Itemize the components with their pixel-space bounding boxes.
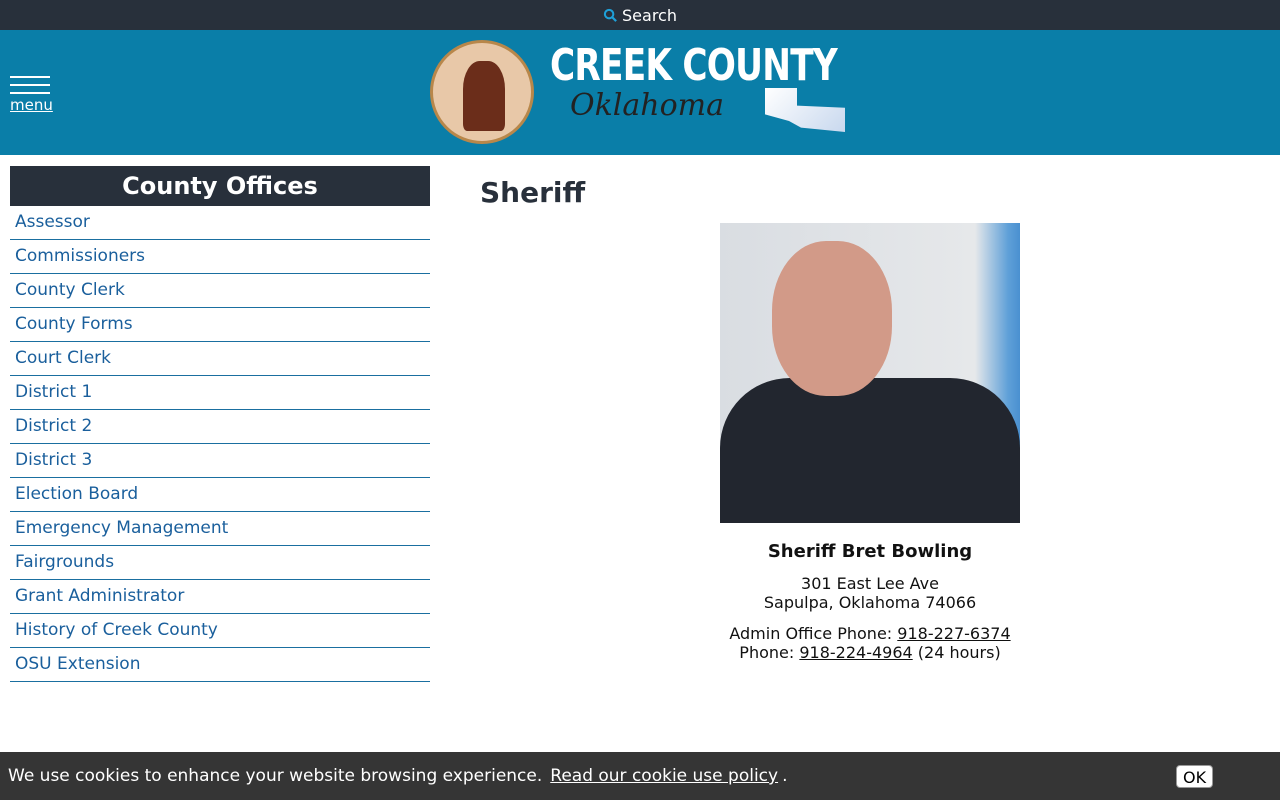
phone-label: Phone: [739, 643, 795, 662]
top-bar [0, 0, 1280, 30]
cookie-policy-link[interactable]: Read our cookie use policy [550, 766, 779, 786]
main-content [480, 166, 1260, 662]
sidebar-item[interactable]: Emergency Management [10, 512, 430, 546]
hamburger-icon [10, 76, 50, 78]
menu-button[interactable] [10, 76, 53, 114]
oklahoma-map-icon [765, 88, 845, 132]
sidebar-item[interactable]: County Clerk [10, 274, 430, 308]
admin-phone-link[interactable]: 918-227-6374 [897, 624, 1011, 643]
sheriff-name: Sheriff Bret Bowling [767, 541, 973, 562]
sidebar-title: County Offices [10, 166, 430, 206]
cookie-suffix: . [782, 766, 788, 786]
sidebar-item[interactable]: Court Clerk [10, 342, 430, 376]
phone-link[interactable]: 918-224-4964 [799, 643, 913, 662]
address-line-2: Sapulpa, Oklahoma 74066 [763, 593, 977, 612]
county-seal-icon [430, 40, 534, 144]
sidebar-item[interactable]: Fairgrounds [10, 546, 430, 580]
site-logo[interactable] [430, 40, 850, 144]
search-label: Search [622, 5, 677, 25]
sidebar-item[interactable]: District 3 [10, 444, 430, 478]
sidebar-item[interactable]: History of Creek County [10, 614, 430, 648]
brand-subtitle: Oklahoma [570, 88, 724, 123]
sidebar-item[interactable]: County Forms [10, 308, 430, 342]
sidebar-item[interactable]: Election Board [10, 478, 430, 512]
cookie-text: We use cookies to enhance your website browsing experience. [8, 766, 543, 786]
address-line-1: 301 East Lee Ave [801, 574, 939, 593]
sidebar-item[interactable]: Assessor [10, 206, 430, 240]
sidebar-item[interactable]: Grant Administrator [10, 580, 430, 614]
sidebar [10, 166, 430, 682]
sidebar-item[interactable]: OSU Extension [10, 648, 430, 682]
sidebar-item[interactable]: District 1 [10, 376, 430, 410]
page-title: Sheriff [480, 176, 586, 209]
menu-label: menu [10, 96, 53, 114]
site-header [0, 30, 1280, 155]
cookie-banner [0, 752, 1280, 800]
search-button[interactable] [603, 6, 677, 25]
brand-title: CREEK COUNTY [550, 40, 837, 91]
cookie-ok-button[interactable]: OK [1176, 765, 1213, 788]
phone-note: (24 hours) [917, 643, 1001, 662]
sidebar-item[interactable]: District 2 [10, 410, 430, 444]
search-icon [603, 8, 618, 23]
sidebar-item[interactable]: Commissioners [10, 240, 430, 274]
admin-phone-label: Admin Office Phone: [729, 624, 893, 643]
sheriff-photo [720, 223, 1020, 523]
